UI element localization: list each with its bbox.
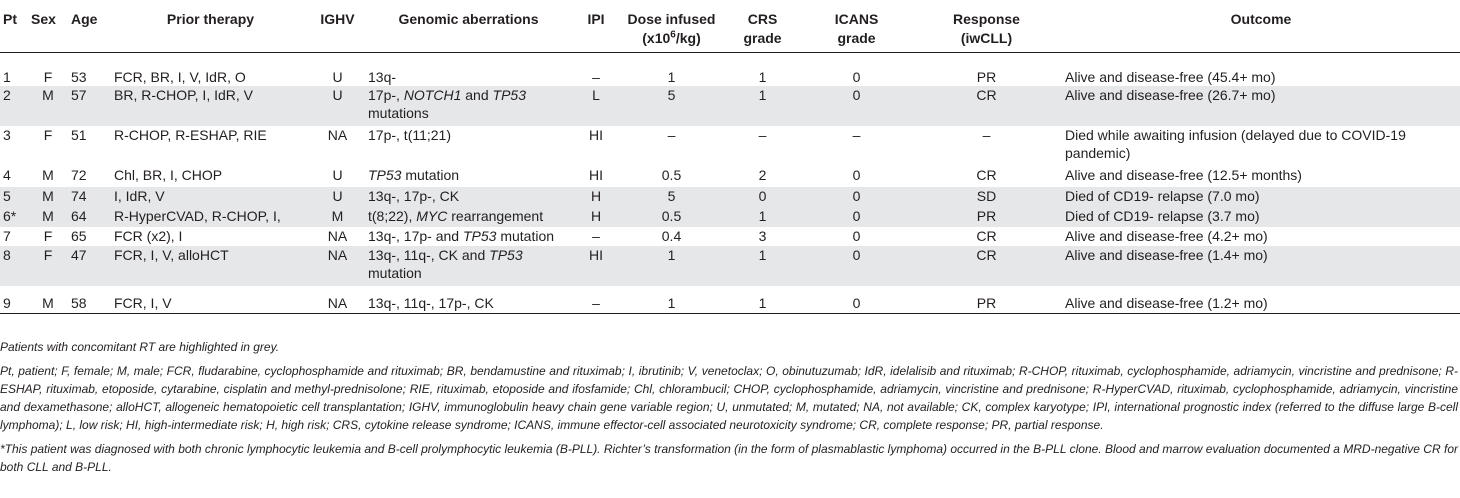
header-crs-line2: grade [743,30,782,46]
table-row [0,126,1460,166]
cell-ipi: H [572,187,620,207]
genomic-gene: NOTCH1 [403,86,462,103]
table-row [0,86,1460,126]
cell-icans: 0 [802,86,911,126]
cell-pt: 9 [3,294,11,311]
cell-dose: 0.4 [661,227,682,244]
cell-response: – [982,126,991,143]
genomic-text: mutations [368,104,429,121]
genomic-text: 13q-, 17p- and [368,227,463,244]
cell-outcome: Alive and disease-free (4.2+ mo) [1065,227,1268,244]
cell-crs: 1 [723,207,802,227]
genomic-gene: TP53 [492,86,526,103]
cell-ighv: NA [327,227,348,244]
cell-icans: 0 [802,207,911,227]
cell-genomic [365,86,572,126]
cell-crs: 1 [758,294,767,311]
genomic-text: mutation [401,166,460,183]
abbreviations-note: Pt, patient; F, female; M, male; FCR, fludarabine, cyclophosphamide and rituximab; BR, bendamustine and rituximab; I, ibrutinib; V, venetoclax; O, obinutuzumab; IdR, idelalisib and rituximab; R-CHOP, rituximab, cyclophosphamide, adriamycin, vincristine and prednisone; R-ESHAP, rituximab, etoposide, cytarabine, cisplatin and methyl-prednisolone; RIE, rituximab, etoposide and ifosfamide; Chl, chlorambucil; CHOP, cyclophosphamide, adriamycin, vincristine and prednisone; R-HyperCVAD, rituximab, cyclophosphamide, adriamycin, vincristine and dexamethasone; alloHCT, allogeneic hematopoietic cell transplantation; IGHV, immunoglobulin heavy chain gene variable region; U, unmutated; M, mutated; NA, not available; CK, complex karyotype; IPI, international prognostic index (referred to the diffuse large B-cell lymphoma); L, low risk; HI, high-intermediate risk; H, high risk; CRS, cytokine release syndrome; ICANS, immune effector-cell associated neurotoxicity syndrome; CR, complete response; PR, partial response. [0,364,1458,432]
genomic-text: 13q-, 11q-, CK and [368,246,490,263]
cell-ighv: NA [310,246,365,286]
cell-crs: 2 [758,166,767,183]
cell-ighv: M [310,207,365,227]
header-response-line1: Response [953,11,1020,27]
genomic-text: mutation [496,227,555,244]
cell-sex: M [28,187,68,207]
header-crs [723,0,802,52]
cell-dose: 5 [620,86,723,126]
cell-genomic [365,246,572,286]
cell-pt: 5 [0,187,28,207]
cell-sex: M [28,207,68,227]
cell-outcome: Alive and disease-free (1.4+ mo) [1062,246,1460,286]
cell-dose: 5 [620,187,723,207]
asterisk-footnote: *This patient was diagnosed with both chronic lymphocytic leukemia and B-cell prolymphocytic leukemia (B-PLL). Richter’s transformation (in the form of plasmablastic lymphoma) occurred in the B-PLL clone. Blood and marrow evaluation documented a MRD-negative CR for both CLL and B-PLL. [0,442,1458,474]
header-row [0,0,1460,52]
header-icans-line2: grade [837,30,876,46]
cell-dose: 0.5 [620,207,723,227]
genomic-text: t(8;22), [368,207,417,224]
cell-age: 72 [71,166,87,183]
cell-icans: 0 [852,294,861,311]
cell-dose: 1 [620,246,723,286]
cell-genomic: 13q-, 11q-, 17p-, CK [368,294,494,311]
cell-crs: 1 [723,86,802,126]
header-dose-line1: Dose infused [627,11,716,27]
cell-ipi: HI [589,166,603,183]
cell-crs: 1 [723,246,802,286]
cell-age: 53 [71,68,87,85]
cell-sex: F [43,68,53,85]
cell-crs: 1 [758,68,767,85]
genomic-gene: TP53 [368,166,402,183]
genomic-gene: TP53 [489,246,523,263]
cell-pt: 1 [3,68,11,85]
cell-ighv: U [310,86,365,126]
header-icans [802,0,911,52]
genomic-gene: MYC [416,207,448,224]
cell-response: CR [976,227,997,244]
cell-dose: 0.5 [661,166,682,183]
cell-ipi: – [592,227,600,244]
header-icans-line1: ICANS [834,11,879,27]
cell-sex: M [42,294,54,311]
table-row [0,52,1460,86]
genomic-text: 17p-, [368,86,404,103]
cell-age: 58 [71,294,87,311]
table-row [0,246,1460,286]
cell-dose: 1 [667,68,676,85]
cell-age: 47 [68,246,111,286]
cell-outcome: Alive and disease-free (12.5+ months) [1065,166,1302,183]
cell-prior: BR, R-CHOP, I, IdR, V [111,86,310,126]
cell-sex: F [43,227,53,244]
cell-age: 57 [68,86,111,126]
genomic-text: and [461,86,493,103]
cell-icans: 0 [852,166,861,183]
cell-outcome: Alive and disease-free (1.2+ mo) [1065,294,1268,311]
cell-sex: M [42,166,54,183]
cell-prior: FCR (x2), I [114,227,183,244]
cell-outcome: Died while awaiting infusion (delayed due to COVID-19 pandemic) [1065,126,1406,161]
cell-response: PR [976,68,997,85]
table-row [0,227,1460,246]
cell-dose: 1 [667,294,676,311]
cell-ighv: NA [327,126,348,143]
genomic-text: rearrangement [447,207,544,224]
cell-pt: 3 [3,126,11,143]
cell-sex: M [28,86,68,126]
header-dose [620,0,723,52]
cell-outcome: Alive and disease-free (45.4+ mo) [1065,68,1276,85]
cell-pt: 8 [0,246,28,286]
cell-pt: 4 [3,166,11,183]
header-prior-therapy: Prior therapy [166,11,255,27]
cell-outcome: Alive and disease-free (26.7+ mo) [1062,86,1460,126]
cell-response: CR [911,246,1062,286]
header-dose-line2b: /kg) [675,30,701,46]
cell-ipi: – [592,294,600,311]
cell-genomic: 13q-, 17p-, CK [365,187,572,207]
header-ighv: IGHV [320,11,355,27]
cell-prior: FCR, BR, I, V, IdR, O [114,68,246,85]
cell-ighv: U [310,187,365,207]
genomic-text: mutation [368,264,422,281]
cell-sex: F [28,246,68,286]
cell-response: PR [976,294,997,311]
header-pt: Pt [3,11,17,27]
genomic-gene: TP53 [462,227,497,244]
cell-genomic [365,227,572,246]
cell-dose: – [667,126,676,143]
cell-ighv: NA [327,294,348,311]
table-row [0,166,1460,187]
cell-icans: 0 [852,227,861,244]
cell-age: 64 [68,207,111,227]
cell-outcome: Died of CD19- relapse (7.0 mo) [1062,187,1460,207]
cell-ipi: HI [572,246,620,286]
header-dose-sup: 6 [670,29,676,41]
header-response-line2: (iwCLL) [960,30,1013,46]
cell-age: 65 [71,227,87,244]
cell-crs: – [758,126,767,143]
cell-age: 74 [68,187,111,207]
cell-response: PR [911,207,1062,227]
cell-prior: FCR, I, V, alloHCT [111,246,310,286]
cell-outcome: Died of CD19- relapse (3.7 mo) [1062,207,1460,227]
table-row [0,286,1460,314]
cell-response: CR [911,86,1062,126]
cell-icans: – [852,126,861,143]
cell-pt: 7 [3,227,11,244]
cell-prior: Chl, BR, I, CHOP [114,166,223,183]
cell-genomic [365,166,572,187]
cell-age: 51 [71,126,87,143]
header-genomic: Genomic aberrations [398,11,539,27]
cell-genomic [365,207,572,227]
cell-ighv: U [332,166,343,183]
cell-prior: I, IdR, V [111,187,310,207]
header-crs-line1: CRS [747,11,778,27]
table-footnotes [0,338,1458,476]
cell-genomic: 17p-, t(11;21) [368,126,452,143]
cell-pt: 2 [0,86,28,126]
table-row [0,207,1460,227]
cell-icans: 0 [802,187,911,207]
table-row [0,187,1460,207]
cell-sex: F [43,126,53,143]
header-ipi: IPI [587,11,605,27]
cell-crs: 3 [758,227,767,244]
header-sex: Sex [31,11,56,27]
cell-crs: 0 [723,187,802,207]
cell-ipi: – [592,68,600,85]
cell-prior: R-HyperCVAD, R-CHOP, I, [111,207,310,227]
cell-ipi: L [572,86,620,126]
cell-icans: 0 [852,68,861,85]
cell-pt: 6* [0,207,28,227]
cell-ipi: HI [589,126,603,143]
cell-genomic: 13q- [368,68,397,85]
grey-highlight-note: Patients with concomitant RT are highlighted in grey. [0,340,280,354]
cell-prior: R-CHOP, R-ESHAP, RIE [114,126,267,143]
cell-response: SD [911,187,1062,207]
header-response [911,0,1062,52]
cell-ipi: H [572,207,620,227]
cell-icans: 0 [802,246,911,286]
header-age: Age [71,11,98,27]
cell-response: CR [976,166,997,183]
header-outcome: Outcome [1230,11,1292,27]
cell-ighv: U [332,68,343,85]
cell-prior: FCR, I, V [114,294,172,311]
header-dose-line2a: (x10 [642,30,671,46]
